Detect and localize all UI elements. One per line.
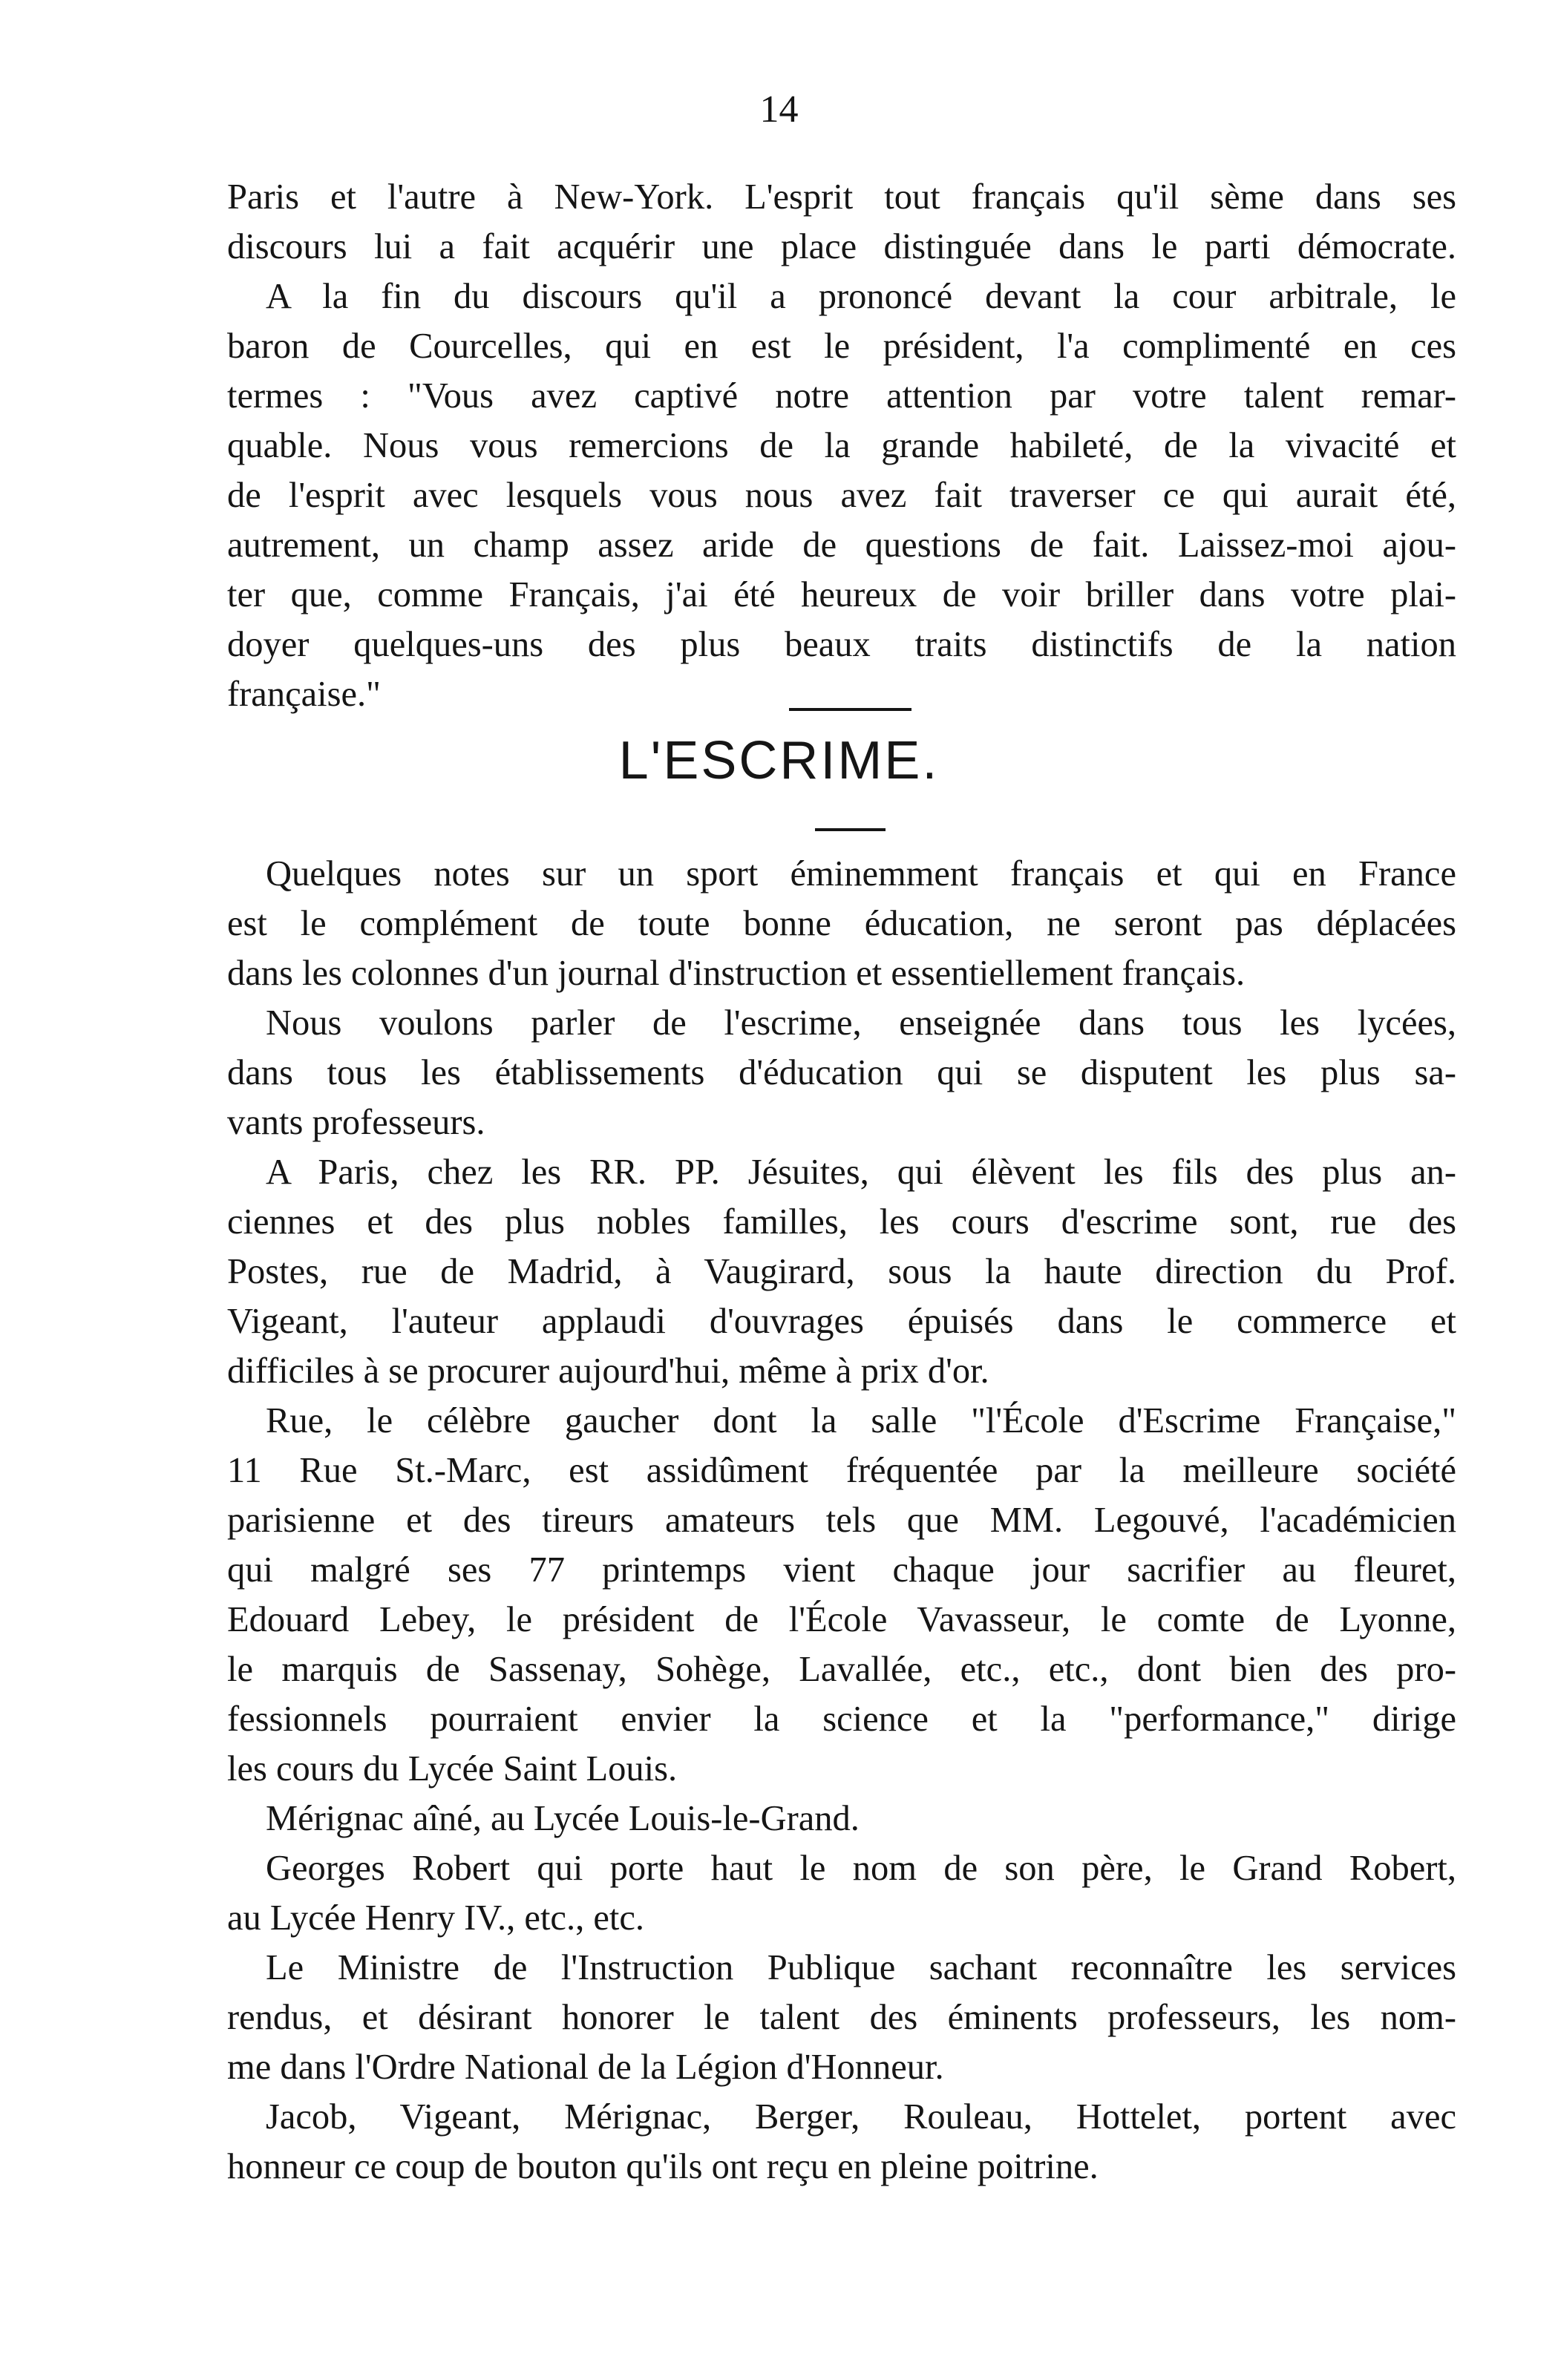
text-line: ciennes et des plus nobles familles, les cours d'escrime sont, rue des [227,1202,1456,1242]
text-line: Edouard Lebey, le président de l'École Vavasseur, le comte de Lyonne, [227,1600,1456,1639]
text-line: au Lycée Henry IV., etc., etc. [227,1898,644,1938]
paragraph [227,849,1456,998]
text-line: Nous voulons parler de l'escrime, enseignée dans tous les lycées, [266,1003,1456,1043]
text-line: me dans l'Ordre National de la Légion d'Honneur. [227,2048,944,2087]
text-line: Paris et l'autre à New-York. L'esprit tout français qu'il sème dans ses [227,177,1456,217]
text-line: Le Ministre de l'Instruction Publique sachant reconnaître les services [266,1948,1456,1987]
paragraph [227,1147,1456,1396]
text-line: est le complément de toute bonne éducation, ne seront pas déplacées [227,904,1456,943]
text-line: qui malgré ses 77 printemps vient chaque jour sacrifier au fleuret, [227,1550,1456,1590]
text-line: baron de Courcelles, qui en est le président, l'a complimenté en ces [227,327,1456,366]
paragraph [227,1396,1456,1794]
paragraph [227,1843,1456,1943]
text-line: A la fin du discours qu'il a prononcé devant la cour arbitrale, le [266,277,1456,316]
paragraph [227,172,1456,272]
text-line: ter que, comme Français, j'ai été heureux de voir briller dans votre plai- [227,575,1456,614]
text-line: quable. Nous vous remercions de la grande habileté, de la vivacité et [227,426,1456,465]
text-line: française." [227,675,381,714]
paragraph [227,1794,1456,1843]
text-line: Rue, le célèbre gaucher dont la salle "l'École d'Escrime Française," [266,1401,1456,1440]
paragraph [227,998,1456,1147]
text-line: les cours du Lycée Saint Louis. [227,1749,678,1789]
text-line: Georges Robert qui porte haut le nom de son père, le Grand Robert, [266,1849,1456,1888]
text-line: dans les colonnes d'un journal d'instruction et essentiellement français. [227,954,1246,993]
text-line: autrement, un champ assez aride de questions de fait. Laissez-moi ajou- [227,525,1456,565]
text-line: doyer quelques-uns des plus beaux traits distinctifs de la nation [227,625,1456,664]
text-line: 11 Rue St.-Marc, est assidûment fréquentée par la meilleure société [227,1451,1456,1490]
paragraph [227,1943,1456,2092]
section-heading: L'ESCRIME. [618,731,940,790]
text-line: Quelques notes sur un sport éminemment français et qui en France [266,854,1456,894]
page-number: 14 [759,88,799,131]
paragraph [227,2092,1456,2191]
text-line: vants professeurs. [227,1103,485,1142]
text-line: A Paris, chez les RR. PP. Jésuites, qui élèvent les fils des plus an- [266,1153,1456,1192]
text-line: Vigeant, l'auteur applaudi d'ouvrages épuisés dans le commerce et [227,1302,1456,1341]
text-line: le marquis de Sassenay, Sohège, Lavallée, etc., etc., dont bien des pro- [227,1650,1456,1689]
text-line: rendus, et désirant honorer le talent des éminents professeurs, les nom- [227,1998,1456,2037]
text-line: dans tous les établissements d'éducation qui se disputent les plus sa- [227,1053,1456,1092]
text-line: Mérignac aîné, au Lycée Louis-le-Grand. [266,1799,860,1838]
text-line: honneur ce coup de bouton qu'ils ont reçu en pleine poitrine. [227,2147,1099,2186]
paragraph [227,272,1456,719]
section-rule-top [789,708,911,711]
section-rule-bottom [815,828,886,831]
text-line: parisienne et des tireurs amateurs tels que MM. Legouvé, l'académicien [227,1501,1456,1540]
text-line: de l'esprit avec lesquels vous nous avez fait traverser ce qui aurait été, [227,476,1456,515]
text-line: fessionnels pourraient envier la science et la "performance," dirige [227,1699,1456,1739]
text-line: difficiles à se procurer aujourd'hui, même à prix d'or. [227,1351,989,1391]
text-line: Jacob, Vigeant, Mérignac, Berger, Rouleau, Hottelet, portent avec [266,2097,1456,2137]
text-line: Postes, rue de Madrid, à Vaugirard, sous la haute direction du Prof. [227,1252,1456,1291]
text-line: termes : "Vous avez captivé notre attention par votre talent remar- [227,376,1456,416]
text-line: discours lui a fait acquérir une place distinguée dans le parti démocrate. [227,227,1456,266]
